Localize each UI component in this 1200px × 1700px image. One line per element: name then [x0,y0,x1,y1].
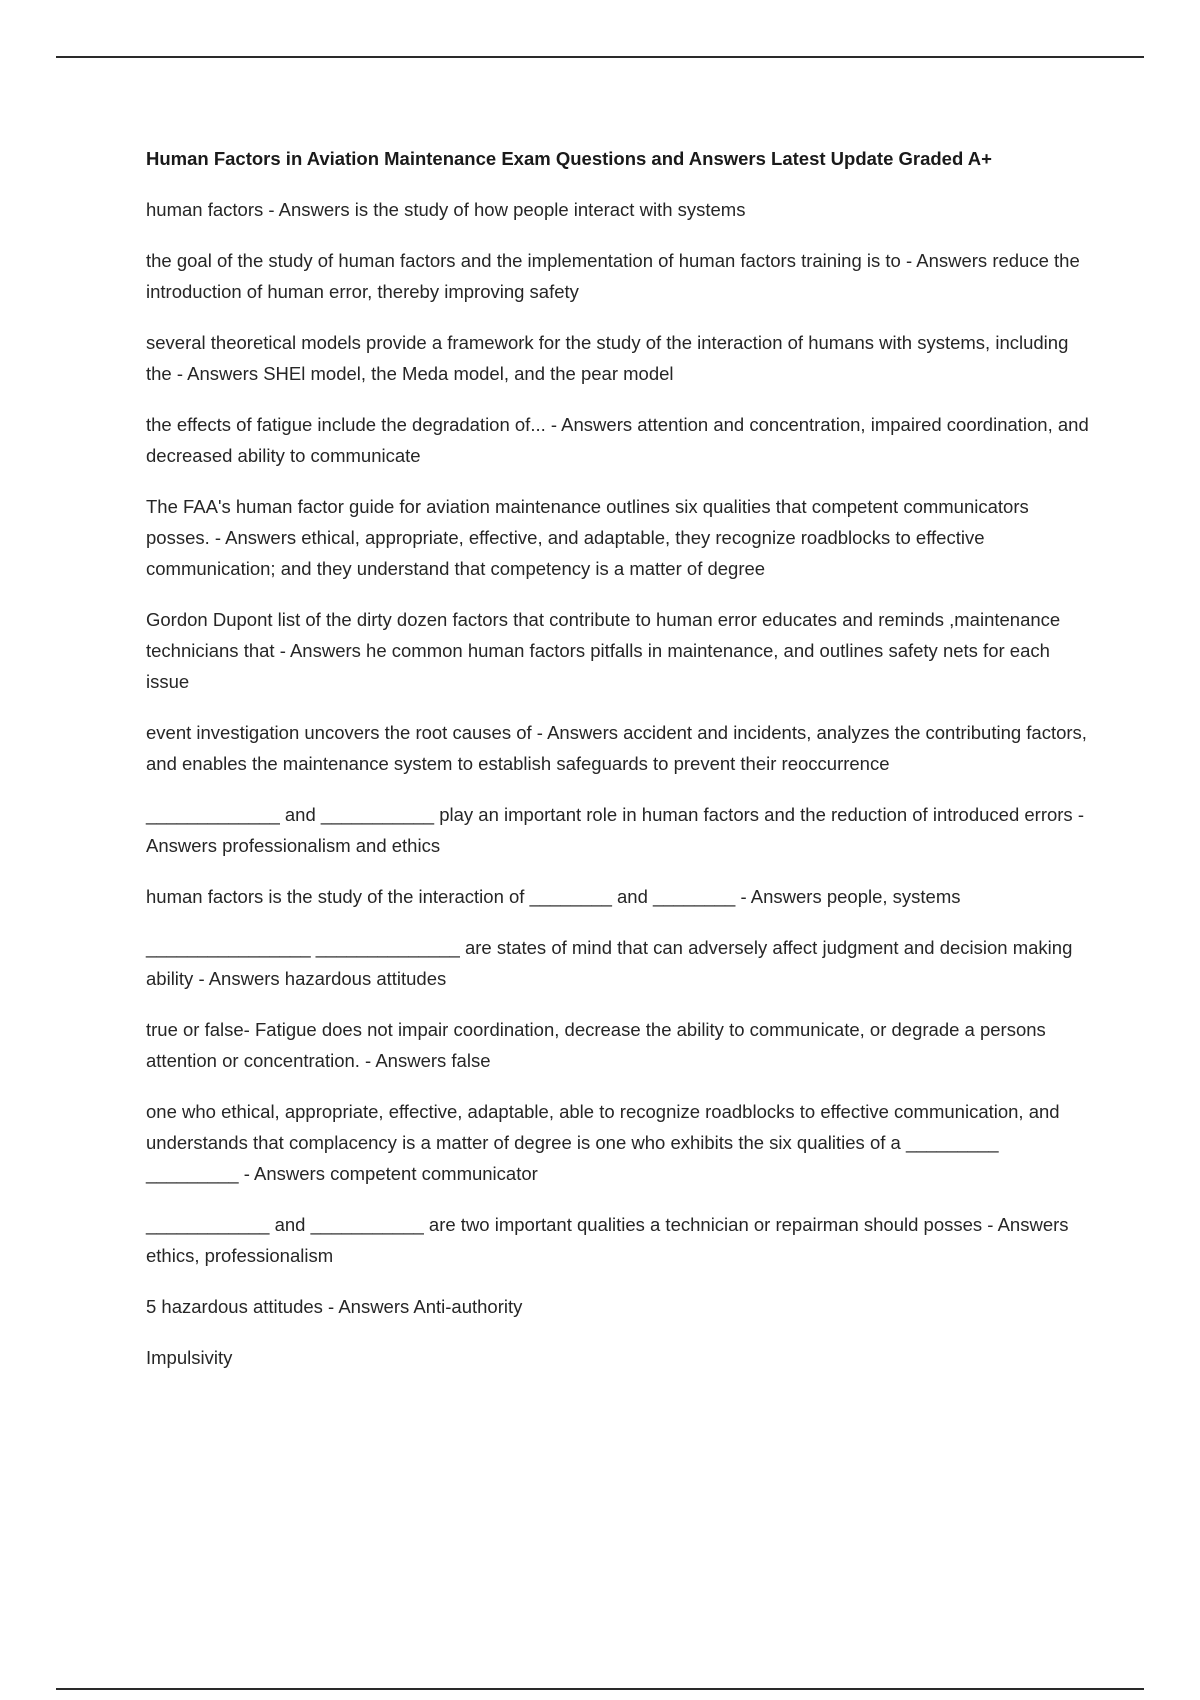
document-title: Human Factors in Aviation Maintenance Exam Questions and Answers Latest Update Graded A+ [146,148,992,169]
qa-item: The FAA's human factor guide for aviation maintenance outlines six qualities that competent communicators posses. - Answers ethical, appropriate, effective, and adaptable, they recognize roadblocks to effective communication; and they understand that competency is a matter of degree [146,496,1029,579]
qa-item: human factors is the study of the interaction of ________ and ________ - Answers people, systems [146,886,961,907]
header-rule [56,56,1144,58]
qa-item: 5 hazardous attitudes - Answers Anti-authority [146,1296,523,1317]
qa-item: human factors - Answers is the study of how people interact with systems [146,199,746,220]
qa-item: event investigation uncovers the root causes of - Answers accident and incidents, analyzes the contributing factors, and enables the maintenance system to establish safeguards to prevent their reoccurrence [146,722,1087,774]
qa-item: one who ethical, appropriate, effective, adaptable, able to recognize roadblocks to effective communication, and understands that complacency is a matter of degree is one who exhibits the six qualities of a _________ _________ - Answers competent communicator [146,1101,1060,1184]
qa-item: the effects of fatigue include the degradation of... - Answers attention and concentration, impaired coordination, and decreased ability to communicate [146,414,1089,466]
qa-item: _____________ and ___________ play an important role in human factors and the reduction of introduced errors - Answers professionalism and ethics [146,804,1084,856]
qa-item: the goal of the study of human factors and the implementation of human factors training is to - Answers reduce the introduction of human error, thereby improving safety [146,250,1080,302]
qa-item: Gordon Dupont list of the dirty dozen factors that contribute to human error educates and reminds ,maintenance technicians that - Answers he common human factors pitfalls in maintenance, and outlines safety nets for each issue [146,609,1061,692]
qa-item: several theoretical models provide a framework for the study of the interaction of humans with systems, including the - Answers SHEl model, the Meda model, and the pear model [146,332,1069,384]
footer-rule [56,1688,1144,1690]
qa-item: ____________ and ___________ are two important qualities a technician or repairman should posses - Answers ethics, professionalism [146,1214,1069,1266]
document-body [146,146,1096,1393]
qa-item: ________________ ______________ are states of mind that can adversely affect judgment and decision making ability - Answers hazardous attitudes [146,937,1073,989]
qa-item: true or false- Fatigue does not impair coordination, decrease the ability to communicate, or degrade a persons attention or concentration. - Answers false [146,1019,1046,1071]
qa-item: Impulsivity [146,1347,233,1368]
